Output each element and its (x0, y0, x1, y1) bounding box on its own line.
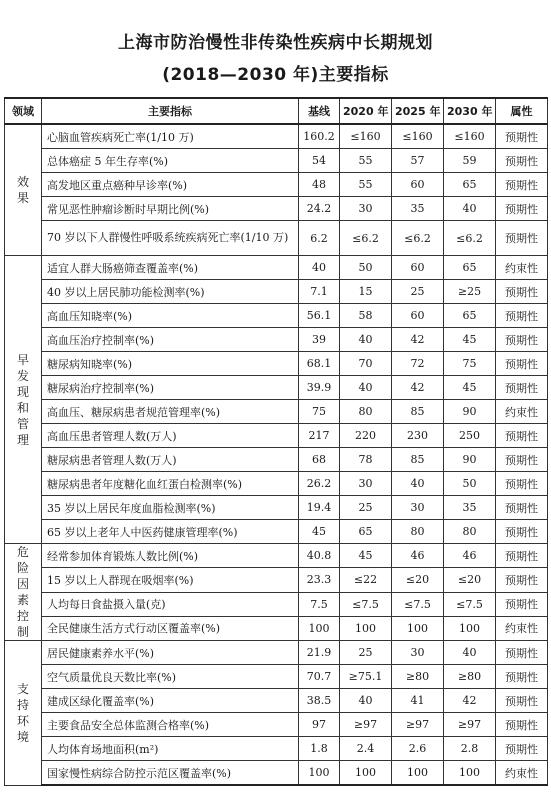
table-row (5, 641, 548, 665)
table-row (5, 496, 548, 520)
baseline-cell: 38.5 (299, 689, 340, 713)
target-2020-cell: 80 (340, 400, 392, 424)
baseline-cell: 54 (299, 149, 340, 173)
indicator-cell: 糖尿病患者管理人数(万人) (42, 448, 299, 472)
table-row (5, 520, 548, 544)
attribute-cell: 预期性 (496, 544, 548, 568)
attribute-cell: 预期性 (496, 496, 548, 520)
indicator-cell: 高血压患者管理人数(万人) (42, 424, 299, 448)
table-row (5, 616, 548, 640)
indicator-cell: 空气质量优良天数比率(%) (42, 665, 299, 689)
target-2030-cell: 42 (444, 689, 496, 713)
target-2020-cell: ≥75.1 (340, 665, 392, 689)
target-2030-cell: 45 (444, 328, 496, 352)
attribute-cell: 预期性 (496, 424, 548, 448)
table-row (5, 592, 548, 616)
target-2030-cell: 80 (444, 520, 496, 544)
table-row (5, 713, 548, 737)
baseline-cell: 217 (299, 424, 340, 448)
indicator-cell: 糖尿病治疗控制率(%) (42, 376, 299, 400)
table-row (5, 376, 548, 400)
baseline-cell: 45 (299, 520, 340, 544)
target-2020-cell: ≤6.2 (340, 221, 392, 256)
target-2025-cell: 230 (392, 424, 444, 448)
target-2020-cell: 70 (340, 352, 392, 376)
target-2030-cell: ≤7.5 (444, 592, 496, 616)
attribute-cell: 预期性 (496, 641, 548, 665)
target-2020-cell: 45 (340, 544, 392, 568)
target-2025-cell: 25 (392, 280, 444, 304)
table-row (5, 124, 548, 149)
attribute-cell: 约束性 (496, 761, 548, 786)
baseline-cell: 100 (299, 616, 340, 640)
baseline-cell: 68.1 (299, 352, 340, 376)
indicator-cell: 心脑血管疾病死亡率(1/10 万) (42, 124, 299, 149)
attribute-cell: 预期性 (496, 328, 548, 352)
indicator-cell: 居民健康素养水平(%) (42, 641, 299, 665)
target-2025-cell: 42 (392, 376, 444, 400)
attribute-cell: 约束性 (496, 400, 548, 424)
table-row (5, 424, 548, 448)
attribute-cell: 预期性 (496, 376, 548, 400)
target-2030-cell: 50 (444, 472, 496, 496)
attribute-cell: 预期性 (496, 149, 548, 173)
target-2020-cell: 100 (340, 616, 392, 640)
target-2020-cell: 30 (340, 197, 392, 221)
domain-cell (5, 641, 42, 786)
target-2025-cell: 100 (392, 616, 444, 640)
table-row (5, 221, 548, 256)
target-2030-cell: 65 (444, 304, 496, 328)
attribute-cell: 预期性 (496, 280, 548, 304)
header-2030: 2030 年 (444, 98, 496, 124)
indicator-cell: 常见恶性肿瘤诊断时早期比例(%) (42, 197, 299, 221)
target-2030-cell: ≥80 (444, 665, 496, 689)
target-2020-cell: 78 (340, 448, 392, 472)
target-2020-cell: 55 (340, 173, 392, 197)
target-2025-cell: 60 (392, 173, 444, 197)
table-row (5, 737, 548, 761)
document-title: 上海市防治慢性非传染性疾病中长期规划 (118, 33, 433, 53)
indicator-cell: 人均每日食盐摄入量(克) (42, 592, 299, 616)
document-subtitle: (2018—2030 年)主要指标 (162, 65, 389, 85)
domain-cell (5, 544, 42, 641)
target-2020-cell: 40 (340, 376, 392, 400)
indicator-cell: 糖尿病知晓率(%) (42, 352, 299, 376)
target-2025-cell: 72 (392, 352, 444, 376)
target-2030-cell: 250 (444, 424, 496, 448)
target-2020-cell: ≤22 (340, 568, 392, 592)
attribute-cell: 约束性 (496, 616, 548, 640)
indicator-cell: 总体癌症 5 年生存率(%) (42, 149, 299, 173)
table-row (5, 472, 548, 496)
target-2020-cell: 220 (340, 424, 392, 448)
baseline-cell: 48 (299, 173, 340, 197)
target-2025-cell: ≤7.5 (392, 592, 444, 616)
baseline-cell: 39.9 (299, 376, 340, 400)
attribute-cell: 预期性 (496, 472, 548, 496)
target-2025-cell: 40 (392, 472, 444, 496)
table-row (5, 280, 548, 304)
domain-cell (5, 124, 42, 256)
table-row (5, 328, 548, 352)
baseline-cell: 40 (299, 256, 340, 280)
target-2030-cell: 90 (444, 448, 496, 472)
indicator-cell: 高血压知晓率(%) (42, 304, 299, 328)
baseline-cell: 23.3 (299, 568, 340, 592)
table-body (5, 124, 548, 785)
target-2020-cell: 100 (340, 761, 392, 786)
table-row (5, 665, 548, 689)
domain-label: 效果 (16, 175, 29, 205)
table-row (5, 304, 548, 328)
indicator-cell: 建成区绿化覆盖率(%) (42, 689, 299, 713)
target-2030-cell: 65 (444, 173, 496, 197)
table-row (5, 149, 548, 173)
target-2030-cell: 40 (444, 641, 496, 665)
table-row (5, 173, 548, 197)
attribute-cell: 预期性 (496, 568, 548, 592)
indicator-cell: 35 岁以上居民年度血脂检测率(%) (42, 496, 299, 520)
header-2025: 2025 年 (392, 98, 444, 124)
target-2030-cell: 75 (444, 352, 496, 376)
baseline-cell: 1.8 (299, 737, 340, 761)
indicator-cell: 糖尿病患者年度糖化血红蛋白检测率(%) (42, 472, 299, 496)
baseline-cell: 56.1 (299, 304, 340, 328)
domain-label: 危险因素控制 (16, 545, 29, 639)
header-indicator: 主要指标 (42, 98, 299, 124)
attribute-cell: 预期性 (496, 448, 548, 472)
indicator-cell: 适宜人群大肠癌筛查覆盖率(%) (42, 256, 299, 280)
header-attribute: 属性 (496, 98, 548, 124)
target-2020-cell: 50 (340, 256, 392, 280)
header-baseline: 基线 (299, 98, 340, 124)
target-2020-cell: 15 (340, 280, 392, 304)
target-2025-cell: 41 (392, 689, 444, 713)
target-2020-cell: 58 (340, 304, 392, 328)
table-header-row (5, 98, 548, 124)
header-domain: 领域 (5, 98, 42, 124)
table-row (5, 689, 548, 713)
target-2030-cell: ≥25 (444, 280, 496, 304)
attribute-cell: 预期性 (496, 197, 548, 221)
attribute-cell: 预期性 (496, 124, 548, 149)
baseline-cell: 40.8 (299, 544, 340, 568)
indicator-cell: 高血压治疗控制率(%) (42, 328, 299, 352)
baseline-cell: 24.2 (299, 197, 340, 221)
target-2025-cell: ≤160 (392, 124, 444, 149)
attribute-cell: 预期性 (496, 173, 548, 197)
target-2025-cell: 46 (392, 544, 444, 568)
attribute-cell: 约束性 (496, 256, 548, 280)
target-2030-cell: 2.8 (444, 737, 496, 761)
target-2025-cell: 80 (392, 520, 444, 544)
baseline-cell: 68 (299, 448, 340, 472)
baseline-cell: 21.9 (299, 641, 340, 665)
baseline-cell: 6.2 (299, 221, 340, 256)
target-2020-cell: ≥97 (340, 713, 392, 737)
target-2030-cell: ≤6.2 (444, 221, 496, 256)
target-2025-cell: ≥97 (392, 713, 444, 737)
target-2020-cell: 40 (340, 689, 392, 713)
attribute-cell: 预期性 (496, 352, 548, 376)
domain-label: 支持环境 (16, 681, 29, 744)
attribute-cell: 预期性 (496, 665, 548, 689)
target-2020-cell: 30 (340, 472, 392, 496)
baseline-cell: 19.4 (299, 496, 340, 520)
indicator-cell: 40 岁以上居民肺功能检测率(%) (42, 280, 299, 304)
attribute-cell: 预期性 (496, 592, 548, 616)
baseline-cell: 97 (299, 713, 340, 737)
target-2030-cell: ≤20 (444, 568, 496, 592)
target-2025-cell: 60 (392, 304, 444, 328)
target-2030-cell: 59 (444, 149, 496, 173)
table-row (5, 761, 548, 786)
baseline-cell: 7.5 (299, 592, 340, 616)
target-2020-cell: 2.4 (340, 737, 392, 761)
target-2020-cell: 65 (340, 520, 392, 544)
target-2030-cell: 35 (444, 496, 496, 520)
target-2020-cell: 55 (340, 149, 392, 173)
indicator-cell: 人均体育场地面积(m²) (42, 737, 299, 761)
target-2025-cell: 85 (392, 400, 444, 424)
target-2030-cell: 90 (444, 400, 496, 424)
domain-label: 早发现和管理 (16, 352, 29, 447)
target-2030-cell: 40 (444, 197, 496, 221)
header-2020: 2020 年 (340, 98, 392, 124)
target-2030-cell: 100 (444, 616, 496, 640)
target-2025-cell: 85 (392, 448, 444, 472)
target-2025-cell: 35 (392, 197, 444, 221)
table-row (5, 256, 548, 280)
indicator-cell: 70 岁以下人群慢性呼吸系统疾病死亡率(1/10 万) (42, 221, 299, 256)
table-row (5, 568, 548, 592)
target-2020-cell: 25 (340, 641, 392, 665)
indicator-cell: 经常参加体育锻炼人数比例(%) (42, 544, 299, 568)
indicator-cell: 65 岁以上老年人中医药健康管理率(%) (42, 520, 299, 544)
baseline-cell: 70.7 (299, 665, 340, 689)
baseline-cell: 39 (299, 328, 340, 352)
target-2020-cell: ≤7.5 (340, 592, 392, 616)
target-2020-cell: 40 (340, 328, 392, 352)
target-2025-cell: ≥80 (392, 665, 444, 689)
baseline-cell: 75 (299, 400, 340, 424)
target-2030-cell: ≥97 (444, 713, 496, 737)
target-2025-cell: 60 (392, 256, 444, 280)
target-2030-cell: 45 (444, 376, 496, 400)
target-2030-cell: ≤160 (444, 124, 496, 149)
attribute-cell: 预期性 (496, 520, 548, 544)
target-2020-cell: 25 (340, 496, 392, 520)
target-2025-cell: 42 (392, 328, 444, 352)
attribute-cell: 预期性 (496, 737, 548, 761)
target-2025-cell: 2.6 (392, 737, 444, 761)
target-2025-cell: 30 (392, 641, 444, 665)
indicator-cell: 国家慢性病综合防控示范区覆盖率(%) (42, 761, 299, 786)
target-2025-cell: 57 (392, 149, 444, 173)
indicator-cell: 高血压、糖尿病患者规范管理率(%) (42, 400, 299, 424)
attribute-cell: 预期性 (496, 689, 548, 713)
target-2030-cell: 100 (444, 761, 496, 786)
indicator-table (4, 97, 548, 786)
target-2030-cell: 46 (444, 544, 496, 568)
table-row (5, 544, 548, 568)
target-2025-cell: 100 (392, 761, 444, 786)
target-2030-cell: 65 (444, 256, 496, 280)
attribute-cell: 预期性 (496, 713, 548, 737)
baseline-cell: 160.2 (299, 124, 340, 149)
table-row (5, 400, 548, 424)
table-row (5, 448, 548, 472)
baseline-cell: 26.2 (299, 472, 340, 496)
table-row (5, 352, 548, 376)
baseline-cell: 7.1 (299, 280, 340, 304)
target-2025-cell: 30 (392, 496, 444, 520)
indicator-cell: 主要食品安全总体监测合格率(%) (42, 713, 299, 737)
indicator-cell: 15 岁以上人群现在吸烟率(%) (42, 568, 299, 592)
indicator-cell: 高发地区重点癌种早诊率(%) (42, 173, 299, 197)
indicator-cell: 全民健康生活方式行动区覆盖率(%) (42, 616, 299, 640)
target-2025-cell: ≤6.2 (392, 221, 444, 256)
target-2020-cell: ≤160 (340, 124, 392, 149)
baseline-cell: 100 (299, 761, 340, 786)
attribute-cell: 预期性 (496, 304, 548, 328)
attribute-cell: 预期性 (496, 221, 548, 256)
target-2025-cell: ≤20 (392, 568, 444, 592)
table-row (5, 197, 548, 221)
domain-cell (5, 256, 42, 544)
